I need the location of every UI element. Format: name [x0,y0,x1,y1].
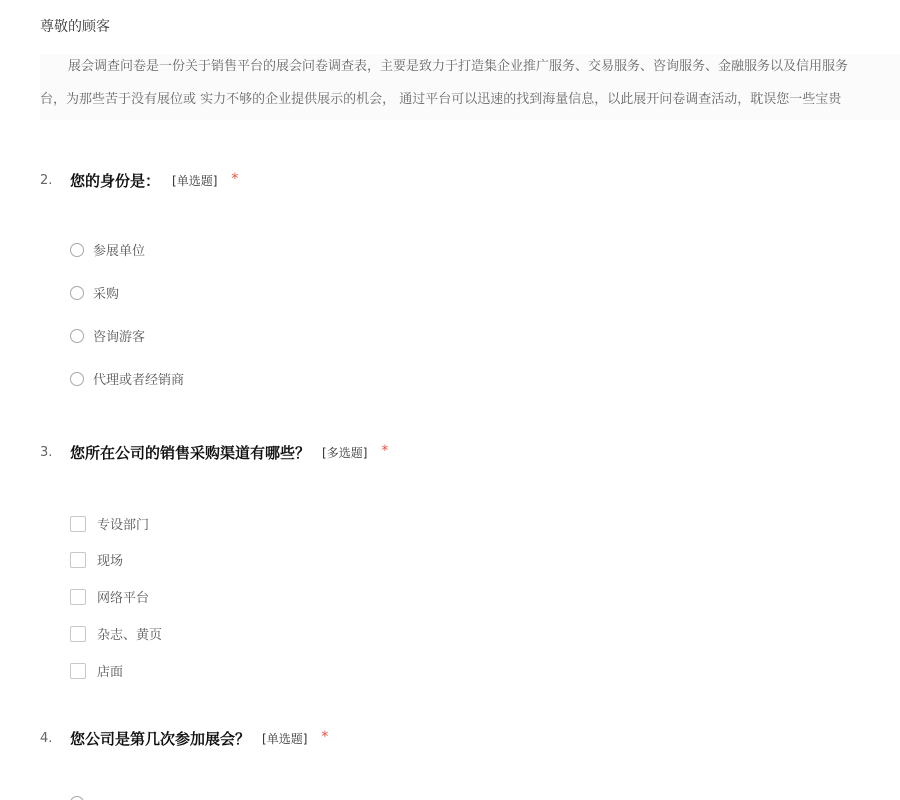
question-text: 您的身份是： [70,171,161,190]
question-type: [单选题] [262,731,308,746]
option-label: 代理或者经销商 [93,373,185,388]
checkbox-unchecked-icon[interactable] [70,589,86,605]
option-exhibitor[interactable] [70,240,145,259]
question-title-row [40,168,238,192]
question-text: 您公司是第几次参加展会？ [70,729,251,748]
option-label: 专设部门 [97,518,150,533]
required-marker: * [381,443,389,459]
option-label: 网络平台 [97,591,150,606]
question-number: 2. [40,172,53,188]
option-magazine-yellow-pages[interactable] [70,624,162,643]
option-purchaser[interactable] [70,283,119,302]
option-storefront[interactable] [70,661,123,680]
radio-unchecked-icon[interactable] [70,286,84,300]
checkbox-unchecked-icon[interactable] [70,552,86,568]
checkbox-unchecked-icon[interactable] [70,626,86,642]
radio-unchecked-icon[interactable] [70,372,84,386]
option-label: 店面 [97,665,124,680]
option-agent-dealer[interactable] [70,369,184,388]
option-label: 参展单位 [93,244,146,259]
introduction-line-2: 台，为那些苦于没有展位或 实力不够的企业提供展示的机会， 通过平台可以迅速的找到海量信息，以此展开问卷调查活动，耽误您一些宝贵 [40,92,842,107]
survey-introduction [40,54,900,120]
radio-unchecked-icon[interactable] [70,796,84,800]
question-type: [单选题] [172,173,218,188]
question-type: [多选题] [322,445,368,460]
radio-unchecked-icon[interactable] [70,243,84,257]
option-dedicated-department[interactable] [70,514,149,533]
introduction-line-1: 展会调查问卷是一份关于销售平台的展会问卷调查表，主要是致力于打造集企业推广服务、交易服务、咨询服务、金融服务以及信用服务 [68,59,849,74]
option-label: 杂志、黄页 [97,628,163,643]
question-title-row [40,440,388,464]
radio-unchecked-icon[interactable] [70,329,84,343]
question-number: 4. [40,730,53,746]
option-label: 现场 [97,554,124,569]
checkbox-unchecked-icon[interactable] [70,516,86,532]
greeting-heading: 尊敬的顾客 [40,19,110,35]
checkbox-unchecked-icon[interactable] [70,663,86,679]
required-marker: * [321,729,329,745]
question-number: 3. [40,444,53,460]
required-marker: * [231,171,239,187]
question-text: 您所在公司的销售采购渠道有哪些？ [70,443,311,462]
option-label: 采购 [93,287,120,302]
option-label: 咨询游客 [93,330,146,345]
option-consulting-visitor[interactable] [70,326,145,345]
option-online-platform[interactable] [70,587,149,606]
question-title-row [40,726,328,750]
option-on-site[interactable] [70,550,123,569]
